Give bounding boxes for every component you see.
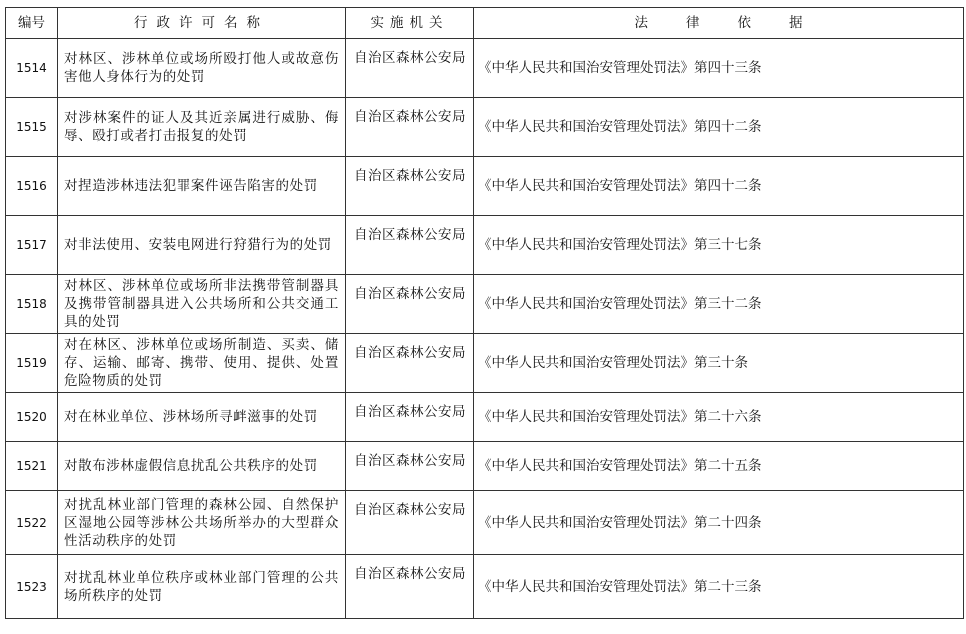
row-name: 对在林业单位、涉林场所寻衅滋事的处罚 (58, 393, 346, 442)
row-law: 《中华人民共和国治安管理处罚法》第二十六条 (474, 393, 964, 442)
row-org-text: 自治区森林公安局 (354, 286, 466, 302)
row-org-text: 自治区森林公安局 (354, 345, 466, 361)
table-row (6, 275, 964, 334)
row-number: 1523 (6, 555, 58, 619)
row-name: 对捏造涉林违法犯罪案件诬告陷害的处罚 (58, 157, 346, 216)
row-name: 对涉林案件的证人及其近亲属进行威胁、侮辱、殴打或者打击报复的处罚 (58, 98, 346, 157)
row-org-text: 自治区森林公安局 (354, 50, 466, 66)
row-law: 《中华人民共和国治安管理处罚法》第三十七条 (474, 216, 964, 275)
row-org-text: 自治区森林公安局 (354, 502, 466, 518)
header-law-char: 法 (634, 15, 648, 31)
row-org (346, 98, 474, 157)
header-law (474, 8, 964, 39)
table-row (6, 334, 964, 393)
row-org (346, 216, 474, 275)
row-number: 1517 (6, 216, 58, 275)
header-name: 行政许可名称 (58, 8, 346, 39)
row-org (346, 393, 474, 442)
row-org (346, 157, 474, 216)
row-org-text: 自治区森林公安局 (354, 404, 466, 420)
row-law: 《中华人民共和国治安管理处罚法》第四十二条 (474, 98, 964, 157)
row-org (346, 491, 474, 555)
row-law: 《中华人民共和国治安管理处罚法》第二十五条 (474, 442, 964, 491)
row-org (346, 555, 474, 619)
row-number: 1515 (6, 98, 58, 157)
row-org (346, 275, 474, 334)
table-row (6, 39, 964, 98)
row-org-text: 自治区森林公安局 (354, 168, 466, 184)
table-row (6, 393, 964, 442)
table-row (6, 491, 964, 555)
header-row (6, 8, 964, 39)
row-org (346, 334, 474, 393)
row-number: 1518 (6, 275, 58, 334)
row-number: 1521 (6, 442, 58, 491)
table-row (6, 555, 964, 619)
table-row (6, 442, 964, 491)
row-number: 1522 (6, 491, 58, 555)
row-org-text: 自治区森林公安局 (354, 227, 466, 243)
table-row (6, 98, 964, 157)
row-number: 1519 (6, 334, 58, 393)
row-number: 1514 (6, 39, 58, 98)
row-law: 《中华人民共和国治安管理处罚法》第二十四条 (474, 491, 964, 555)
row-law: 《中华人民共和国治安管理处罚法》第四十三条 (474, 39, 964, 98)
header-law-char: 依 (737, 15, 751, 31)
row-law: 《中华人民共和国治安管理处罚法》第二十三条 (474, 555, 964, 619)
row-number: 1516 (6, 157, 58, 216)
row-name: 对在林区、涉林单位或场所制造、买卖、储存、运输、邮寄、携带、使用、提供、处置危险物质的处罚 (58, 334, 346, 393)
row-name: 对林区、涉林单位或场所殴打他人或故意伤害他人身体行为的处罚 (58, 39, 346, 98)
header-org: 实施机关 (346, 8, 474, 39)
table-row (6, 157, 964, 216)
table-row (6, 216, 964, 275)
row-law: 《中华人民共和国治安管理处罚法》第三十条 (474, 334, 964, 393)
header-law-char: 律 (686, 15, 700, 31)
row-org (346, 442, 474, 491)
row-name: 对散布涉林虚假信息扰乱公共秩序的处罚 (58, 442, 346, 491)
row-name: 对非法使用、安装电网进行狩猎行为的处罚 (58, 216, 346, 275)
penalty-table (5, 7, 964, 619)
row-name: 对林区、涉林单位或场所非法携带管制器具及携带管制器具进入公共场所和公共交通工具的处罚 (58, 275, 346, 334)
header-law-char: 据 (789, 15, 803, 31)
row-law: 《中华人民共和国治安管理处罚法》第四十二条 (474, 157, 964, 216)
row-org-text: 自治区森林公安局 (354, 566, 466, 582)
row-org-text: 自治区森林公安局 (354, 453, 466, 469)
header-num: 编号 (6, 8, 58, 39)
row-org-text: 自治区森林公安局 (354, 109, 466, 125)
row-number: 1520 (6, 393, 58, 442)
row-name: 对扰乱林业部门管理的森林公园、自然保护区湿地公园等涉林公共场所举办的大型群众性活动秩序的处罚 (58, 491, 346, 555)
row-law: 《中华人民共和国治安管理处罚法》第三十二条 (474, 275, 964, 334)
row-org (346, 39, 474, 98)
row-name: 对扰乱林业单位秩序或林业部门管理的公共场所秩序的处罚 (58, 555, 346, 619)
